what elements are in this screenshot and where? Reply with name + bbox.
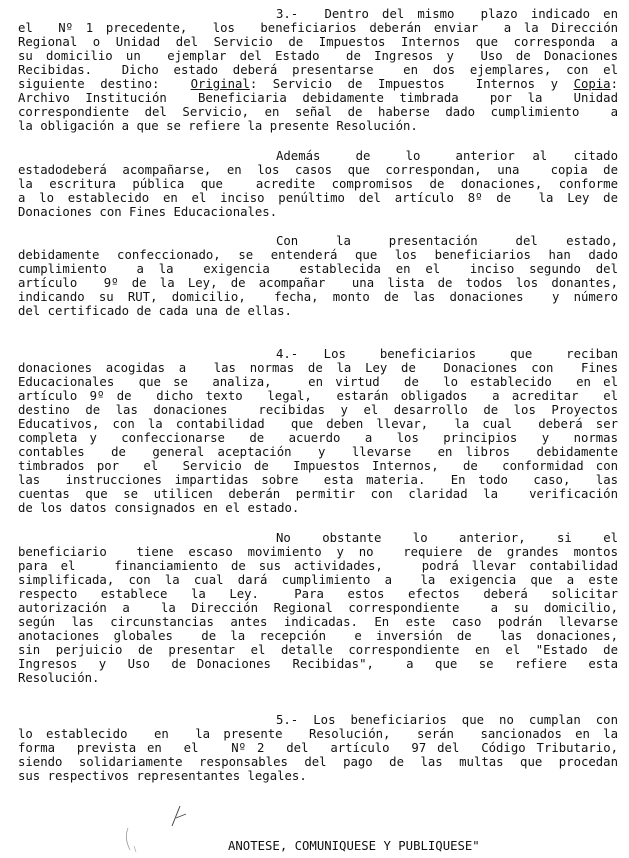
text-line: Donaciones con Fines Educacionales. (18, 205, 278, 219)
text-line: Con la presentación del estado, (276, 234, 618, 248)
text-line: indicando su RUT, domicilio, fecha, monto de las donaciones y número (18, 290, 618, 304)
signature-mark (120, 798, 210, 858)
text-line: destino de las donaciones recibidas y el desarrollo de los Proyectos (18, 403, 618, 417)
text-line: 3.- Dentro del mismo plazo indicado en (276, 7, 618, 21)
text-line: a lo establecido en el inciso penúltimo del artículo 8º de la Ley de (18, 191, 618, 205)
text-line: siendo solidariamente responsables del pago de las multas que procedan (18, 755, 618, 769)
text-line: timbrados por el Servicio de Impuestos Internos, de conformidad con (18, 459, 618, 473)
text-line: artículo 9º de la Ley, de acompañar una lista de todos los donantes, (18, 276, 618, 290)
text-line-destino: siguiente destino: Original: Servicio de Impuestos Internos y Copia: (18, 77, 618, 91)
text-line: simplificada, con la cual dará cumplimiento a la exigencia que a este (18, 573, 618, 587)
text-line: Educativos, con la contabilidad que deben llevar, la cual deberá ser (18, 417, 618, 431)
text-line: autorización a la Dirección Regional correspondiente a su domicilio, (18, 601, 618, 615)
text-line: Resolución. (18, 671, 100, 685)
text-line: la escritura pública que acredite compromisos de donaciones, conforme (18, 177, 618, 191)
text-line: lo establecido en la presente Resolución, serán sancionados en la (18, 727, 618, 741)
text-line: respecto establece la Ley. Para estos efectos deberá solicitar (18, 587, 618, 601)
text-line: el Nº 1 precedente, los beneficiarios deberán enviar a la Dirección (18, 21, 618, 35)
text-line: las instrucciones impartidas sobre esta materia. En todo caso, las (18, 473, 618, 487)
text-line: sus respectivos representantes legales. (18, 769, 307, 783)
text-line: sin perjuicio de presentar el detalle correspondiente en el "Estado de (18, 643, 618, 657)
text-line: del certificado de cada una de ellas. (18, 304, 292, 318)
text-line: 5.- Los beneficiarios que no cumplan con (276, 713, 618, 727)
underlined-word: Copia (573, 77, 611, 91)
text-line: 4.- Los beneficiarios que reciban (276, 347, 618, 361)
text-line: Regional o Unidad del Servicio de Impuestos Internos que corresponda a (18, 35, 618, 49)
text-line: estadodeberá acompañarse, en los casos que correspondan, una copia de (18, 163, 618, 177)
text-line: beneficiario tiene escaso movimiento y no requiere de grandes montos (18, 545, 618, 559)
text-line: Recibidas. Dicho estado deberá presentarse en dos ejemplares, con el (18, 63, 618, 77)
text-line: según las circunstancias antes indicadas. En este caso podrán llevarse (18, 615, 618, 629)
text-line: donaciones acogidas a las normas de la Ley de Donaciones con Fines (18, 361, 618, 375)
closing-formula: ANOTESE, COMUNIQUESE Y PUBLIQUESE" (228, 839, 480, 853)
text-line: completa y confeccionarse de acuerdo a los principios y normas (18, 431, 618, 445)
text-line: forma prevista en el Nº 2 del artículo 97 del Código Tributario, (18, 741, 618, 755)
text-line: cumplimiento a la exigencia establecida en el inciso segundo del (18, 262, 618, 276)
text-line: debidamente confeccionado, se entenderá que los beneficiarios han dado (18, 248, 618, 262)
text-line: cuentas que se utilicen deberán permitir con claridad la verificación (18, 487, 618, 501)
text-line: Educacionales que se analiza, en virtud de lo establecido en el (18, 375, 618, 389)
text-line: contables de general aceptación y llevarse en libros debidamente (18, 445, 618, 459)
text-line: la obligación a que se refiere la presente Resolución. (18, 119, 418, 133)
text-line: No obstante lo anterior, si el (276, 531, 618, 545)
text-line: Archivo Institución Beneficiaria debidamente timbrada por la Unidad (18, 91, 618, 105)
text-line: su domicilio un ejemplar del Estado de Ingresos y Uso de Donaciones (18, 49, 618, 63)
text-line: para el financiamiento de sus actividades, podrá llevar contabilidad (18, 559, 618, 573)
text-line: Ingresos y Uso de Donaciones Recibidas", a que se refiere esta (18, 657, 618, 671)
text-line: correspondiente del Servicio, en señal de haberse dado cumplimiento a (18, 105, 618, 119)
text-line: de los datos consignados en el estado. (18, 501, 300, 515)
text-line: Además de lo anterior al citado (276, 149, 618, 163)
text-line: anotaciones globales de la recepción e inversión de las donaciones, (18, 629, 618, 643)
text-line: artículo 9º de dicho texto legal, estarán obligados a acreditar el (18, 389, 618, 403)
underlined-word: Original (190, 77, 250, 91)
